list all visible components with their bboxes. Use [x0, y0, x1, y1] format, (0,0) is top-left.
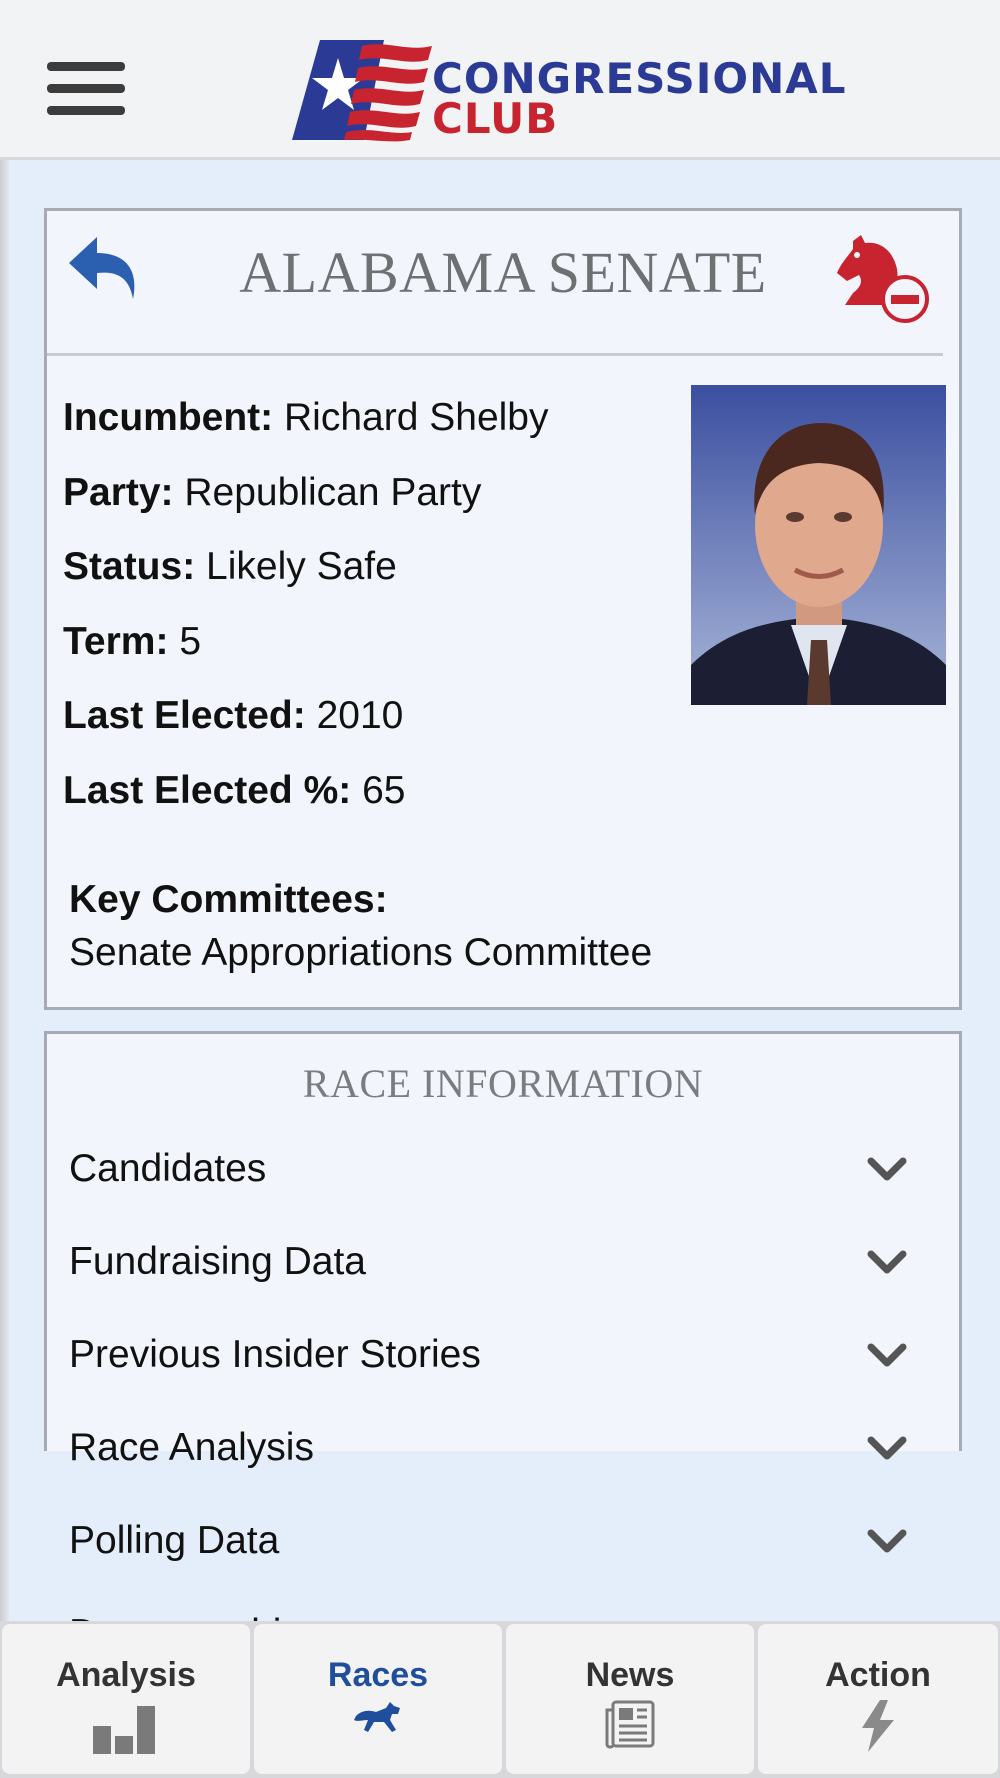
- accordion-polling-data[interactable]: [47, 1503, 959, 1581]
- tab-action[interactable]: [758, 1624, 998, 1774]
- bar-chart-icon: [93, 1700, 159, 1754]
- race-detail-card: [44, 208, 962, 1010]
- incumbent-portrait: [691, 385, 946, 705]
- accordion-race-analysis[interactable]: [47, 1410, 959, 1488]
- tab-news[interactable]: [506, 1624, 754, 1774]
- lightning-icon: [860, 1700, 896, 1752]
- chevron-down-icon: [867, 1432, 907, 1466]
- info-row-incumbent: Incumbent: Richard Shelby: [63, 396, 549, 439]
- page-title: ALABAMA SENATE: [239, 240, 767, 305]
- accordion-previous-insider-stories[interactable]: [47, 1317, 959, 1395]
- committees-value: Senate Appropriations Committee: [69, 931, 653, 974]
- tab-label: Analysis: [56, 1656, 196, 1694]
- info-row-status: Status: Likely Safe: [63, 545, 397, 588]
- info-row-party: Party: Republican Party: [63, 470, 482, 514]
- accordion-label: Candidates: [69, 1147, 267, 1190]
- chevron-down-icon: [867, 1246, 907, 1280]
- tab-label: News: [585, 1656, 675, 1694]
- race-information-title: RACE INFORMATION: [302, 1061, 704, 1106]
- app-header: [0, 0, 1000, 160]
- menu-icon[interactable]: [47, 62, 125, 116]
- info-row-term: Term: 5: [63, 619, 202, 663]
- chevron-down-icon: [867, 1153, 907, 1187]
- accordion-label: Race Analysis: [69, 1426, 314, 1469]
- screen-edge: [0, 0, 9, 1778]
- race-information-card: [44, 1031, 962, 1562]
- title-divider: [47, 353, 943, 356]
- tab-label: Action: [825, 1656, 931, 1694]
- accordion-label: Polling Data: [69, 1519, 280, 1562]
- logo[interactable]: [292, 40, 847, 146]
- info-row-last-elected: Last Elected: 2010: [63, 694, 404, 737]
- key-committees: [69, 873, 652, 979]
- accordion-label: Fundraising Data: [69, 1240, 366, 1283]
- accordion-label: Previous Insider Stories: [69, 1333, 481, 1376]
- logo-line-1: CONGRESSIONAL: [432, 54, 847, 103]
- flag-star-icon: [292, 40, 432, 146]
- committees-heading: Key Committees:: [69, 878, 388, 921]
- tab-analysis[interactable]: [2, 1624, 250, 1774]
- chevron-down-icon: [867, 1525, 907, 1559]
- bottom-tab-bar: [0, 1621, 1000, 1778]
- tab-label: Races: [327, 1656, 429, 1694]
- logo-line-2: CLUB: [432, 94, 559, 143]
- accordion-candidates[interactable]: [47, 1131, 959, 1209]
- tab-races[interactable]: [254, 1624, 502, 1774]
- horse-remove-icon[interactable]: [833, 233, 929, 325]
- info-row-last-elected-pct: Last Elected %: 65: [63, 768, 406, 812]
- accordion-fundraising-data[interactable]: [47, 1224, 959, 1302]
- newspaper-icon: [605, 1700, 655, 1750]
- incumbent-info: [63, 396, 548, 843]
- chevron-down-icon: [867, 1339, 907, 1373]
- horse-icon: [354, 1700, 402, 1734]
